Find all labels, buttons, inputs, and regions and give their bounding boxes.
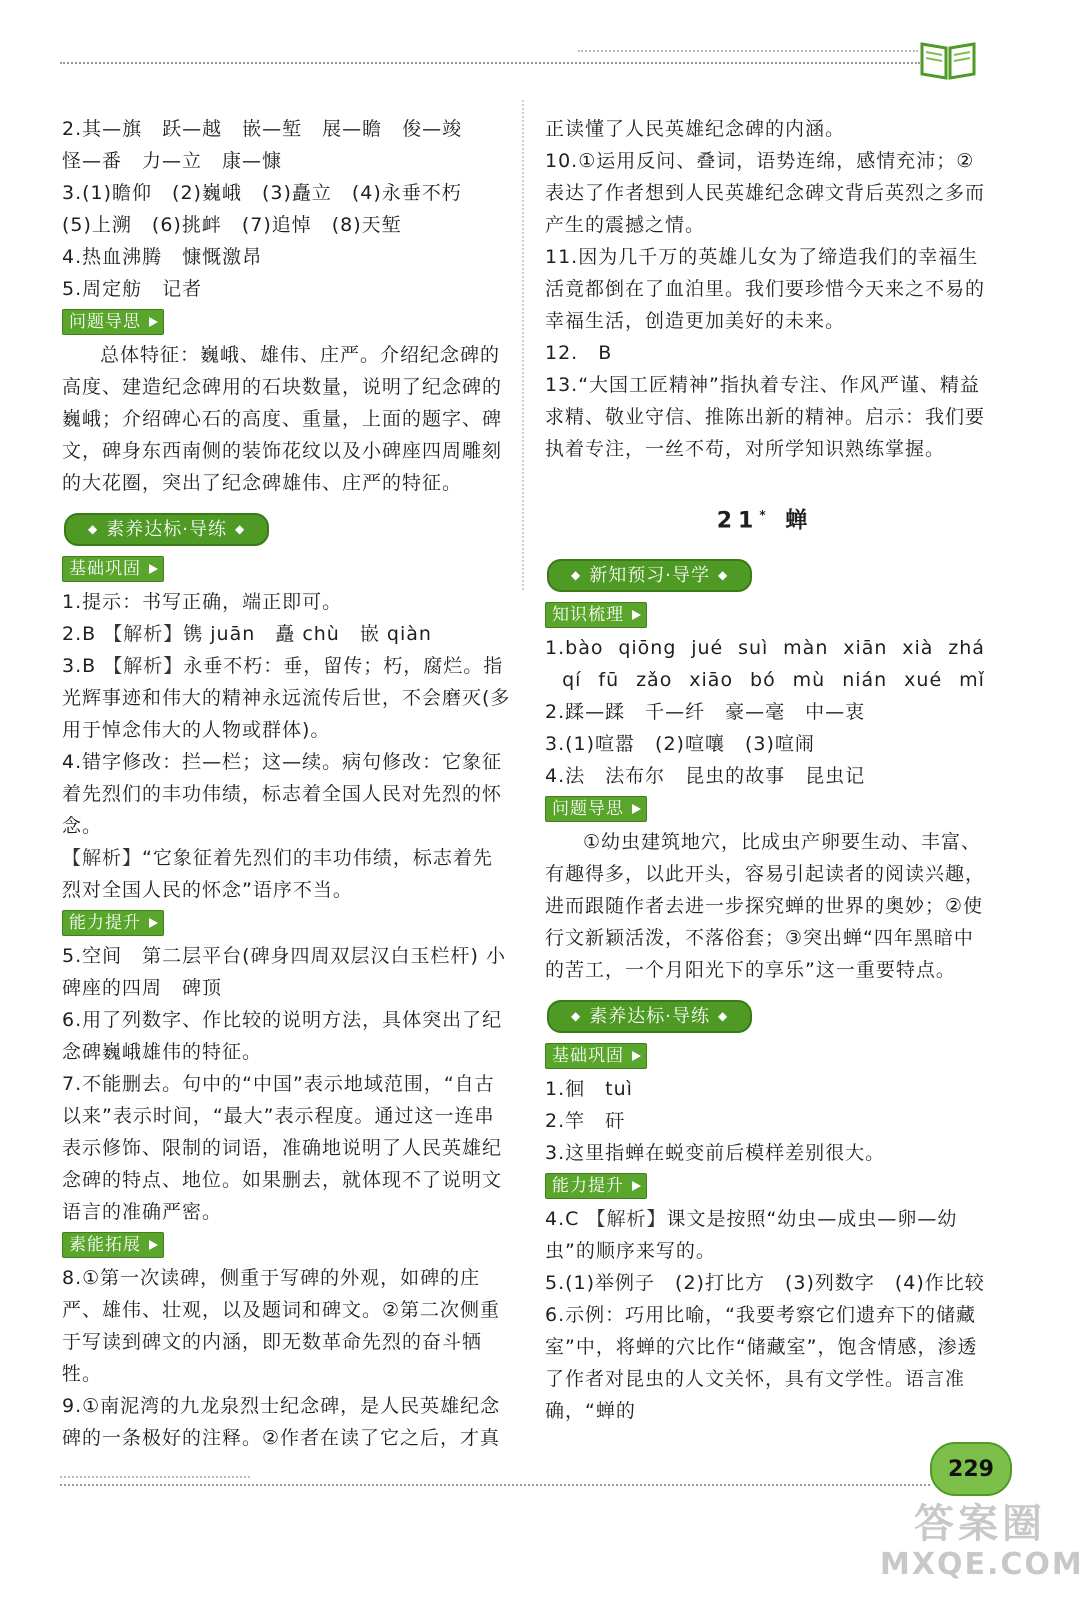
knowledge-3: 3.(1)喧嚣 (2)喧嚷 (3)喧闹 [545, 733, 815, 756]
lesson-name: 蝉 [785, 508, 814, 534]
lesson-title [545, 499, 985, 537]
book-icon [918, 38, 978, 80]
right-column [545, 113, 985, 1427]
answer-13: 13.“大国工匠精神”指执着专注、作风严谨、精益求精、敬业守信、推陈出新的精神。启示：我们要执着专注，一丝不苟，对所学知识熟练掌握。 [545, 374, 985, 460]
answer-s4 [545, 1203, 985, 1267]
section-tag-jichu: 基础巩固 [545, 1043, 647, 1069]
answer-number: 3.B [62, 655, 97, 677]
left-column [62, 113, 512, 1454]
answer-8: 8.①第一次读碑，侧重于写碑的外观，如碑的庄严、雄伟、壮观，以及题词和碑文。②第二次侧重于写读到碑文的内涵，即无数革命先烈的奋斗牺牲。 [62, 1267, 501, 1385]
answer-line: 5.周定舫 记者 [62, 278, 203, 300]
answer-4-analysis [62, 842, 512, 906]
answer-12: 12. B [545, 342, 613, 364]
column-divider [522, 100, 524, 590]
answer-line: 3.(1)瞻仰 (2)巍峨 (3)矗立 (4)永垂不朽 [62, 182, 462, 204]
bottom-dotted-rule-short [60, 1476, 250, 1478]
pinyin: xiāo [689, 669, 734, 692]
banner-xinzhi [547, 559, 752, 592]
answer-text: “它象征着先烈们的丰功伟绩，标志着先烈对全国人民的怀念”语序不当。 [62, 847, 493, 901]
answer-s6: 6.示例：巧用比喻，“我要考察它们遗弃下的储藏室”中，将蝉的穴比作“储藏室”，饱含情感，渗透了作者对昆虫的人文关怀，具有文学性。语言准确，“蝉的 [545, 1304, 978, 1423]
pinyin: jué [691, 637, 724, 660]
watermark [880, 1500, 1084, 1582]
answer-s2: 2.竿 矸 [545, 1110, 626, 1133]
pinyin: bó [750, 669, 776, 692]
answer-11: 11.因为几千万的英雄儿女为了缔造我们的幸福生活竟都倒在了血泊里。我们要珍惜今天来之不易的幸福生活，创造更加美好的未来。 [545, 246, 985, 332]
answer-7: 7.不能删去。句中的“中国”表示地域范围，“自古以来”表示时间，“最大”表示程度。通过这一连串表示修饰、限制的词语，准确地说明了人民英雄纪念碑的特点、地位。如果删去，就体现不了说明文语言的准确严密。 [62, 1073, 503, 1223]
pinyin: nián [842, 669, 888, 692]
analysis-label: 【解析】 [103, 623, 184, 645]
pinyin: mǐ [959, 669, 985, 692]
pinyin: 1.bào [545, 637, 604, 660]
pinyin: xiān [843, 637, 888, 660]
answer-line: 怪—番 力—立 康—慷 [62, 150, 283, 172]
answer-5: 5.空间 第二层平台(碑身四周双层汉白玉栏杆) 小碑座的四周 碑顶 [62, 945, 506, 999]
knowledge-4: 4.法 法布尔 昆虫的故事 昆虫记 [545, 765, 866, 788]
section-tag-wenti: 问题导思 [545, 796, 647, 822]
diamond-icon: ◆ [234, 522, 246, 536]
answer-4: 4.错字修改：拦—栏；这—续。病句修改：它象征着先烈们的丰功伟绩，标志着全国人民对先烈的怀念。 [62, 751, 503, 837]
page-number: 229 [930, 1442, 1012, 1496]
answer-number: 4.C [545, 1208, 580, 1231]
diamond-icon: ◆ [571, 568, 582, 583]
answer-line: 2.其—旗 跃—越 嵌—堑 展—瞻 俊—竣 [62, 118, 463, 140]
answer-9-continued: 正读懂了人民英雄纪念碑的内涵。 [545, 118, 846, 140]
answer-s3: 3.这里指蝉在蜕变前后模样差别很大。 [545, 1142, 886, 1165]
pinyin: màn [783, 637, 829, 660]
pinyin: qiōng [618, 637, 677, 660]
banner-suyang [64, 513, 269, 546]
pinyin: suì [738, 637, 769, 660]
answer-3 [62, 650, 512, 746]
paragraph-opening-analysis: ①幼虫建筑地穴，比成虫产卵要生动、丰富、有趣得多，以此开头，容易引起读者的阅读兴趣，进而跟随作者去进一步探究蝉的世界的奥妙；②使行文新颖活泼，不落俗套；③突出蝉“四年黑暗中的苦工，一个月阳光下的享乐”这一重要特点。 [545, 831, 985, 982]
answer-2 [62, 618, 512, 650]
section-tag-jichu: 基础巩固 [62, 556, 164, 582]
banner-label: 素养达标·导练 [589, 1006, 710, 1028]
answer-10: 10.①运用反问、叠词，语势连绵，感情充沛；②表达了作者想到人民英雄纪念碑文背后英烈之多而产生的震撼之情。 [545, 150, 985, 236]
section-tag-zhishi: 知识梳理 [545, 602, 647, 628]
pinyin: fū [598, 669, 620, 692]
top-dotted-rule [60, 62, 920, 64]
bottom-dotted-rule [60, 1484, 930, 1486]
answer-text: 镌 juān 矗 chù 嵌 qiàn [183, 623, 432, 645]
answer-text: 课文是按照“幼虫—成虫—卵—幼虫”的顺序来写的。 [545, 1208, 958, 1263]
pinyin-row-2 [545, 664, 985, 696]
answer-number: 2.B [62, 623, 97, 645]
section-tag-wenti: 问题导思 [62, 309, 164, 335]
pinyin: zǎo [636, 669, 673, 692]
answer-text: 永垂不朽：垂，留传；朽，腐烂。指光辉事迹和伟大的精神永远流传后世，不会磨灭(多用于悼念伟大的人物或群体)。 [62, 655, 511, 741]
pinyin-row-1 [545, 632, 985, 664]
diamond-icon: ◆ [717, 1009, 729, 1024]
answer-6: 6.用了列数字、作比较的说明方法，具体突出了纪念碑巍峨雄伟的特征。 [62, 1009, 503, 1063]
analysis-label: 【解析】 [586, 1208, 667, 1231]
watermark-url: MXQE.COM [880, 1547, 1084, 1582]
section-tag-suneng: 素能拓展 [62, 1232, 164, 1258]
section-tag-nengli: 能力提升 [62, 910, 164, 936]
answer-s5: 5.(1)举例子 (2)打比方 (3)列数字 (4)作比较 [545, 1272, 985, 1295]
banner-label: 素养达标·导练 [106, 519, 227, 540]
answer-1: 1.提示：书写正确，端正即可。 [62, 591, 343, 613]
pinyin: qí [562, 669, 582, 692]
answer-line: (5)上溯 (6)挑衅 (7)追悼 (8)天堑 [62, 214, 402, 236]
watermark-logo-text: 答案圈 [914, 1501, 1046, 1547]
pinyin: xià [902, 637, 934, 660]
diamond-icon: ◆ [88, 522, 99, 536]
banner-label: 新知预习·导学 [589, 565, 710, 587]
answer-line: 4.热血沸腾 慷慨激昂 [62, 246, 263, 268]
analysis-label: 【解析】 [62, 847, 143, 869]
diamond-icon: ◆ [571, 1009, 582, 1024]
banner-suyang [547, 1000, 752, 1033]
analysis-label: 【解析】 [103, 655, 184, 677]
diamond-icon: ◆ [717, 568, 729, 583]
knowledge-2: 2.蹂—蹂 千—纤 豪—毫 中—衷 [545, 701, 866, 724]
paragraph-overall-feature: 总体特征：巍峨、雄伟、庄严。介绍纪念碑的高度、建造纪念碑用的石块数量，说明了纪念碑的巍峨；介绍碑心石的高度、重量，上面的题字、碑文，碑身东西南侧的装饰花纹以及小碑座四周雕刻的大花圈，突出了纪念碑雄伟、庄严的特征。 [62, 344, 503, 494]
answer-s1: 1.徊 tuì [545, 1078, 633, 1101]
lesson-number: 21 [716, 508, 760, 534]
lesson-asterisk: * [759, 508, 772, 522]
answer-9: 9.①南泥湾的九龙泉烈士纪念碑，是人民英雄纪念碑的一条极好的注释。②作者在读了它之后，才真 [62, 1395, 501, 1449]
pinyin: mù [792, 669, 826, 692]
top-dotted-rule-short [578, 50, 918, 52]
pinyin: zhá [948, 637, 985, 660]
section-tag-nengli: 能力提升 [545, 1173, 647, 1199]
pinyin: xué [904, 669, 943, 692]
